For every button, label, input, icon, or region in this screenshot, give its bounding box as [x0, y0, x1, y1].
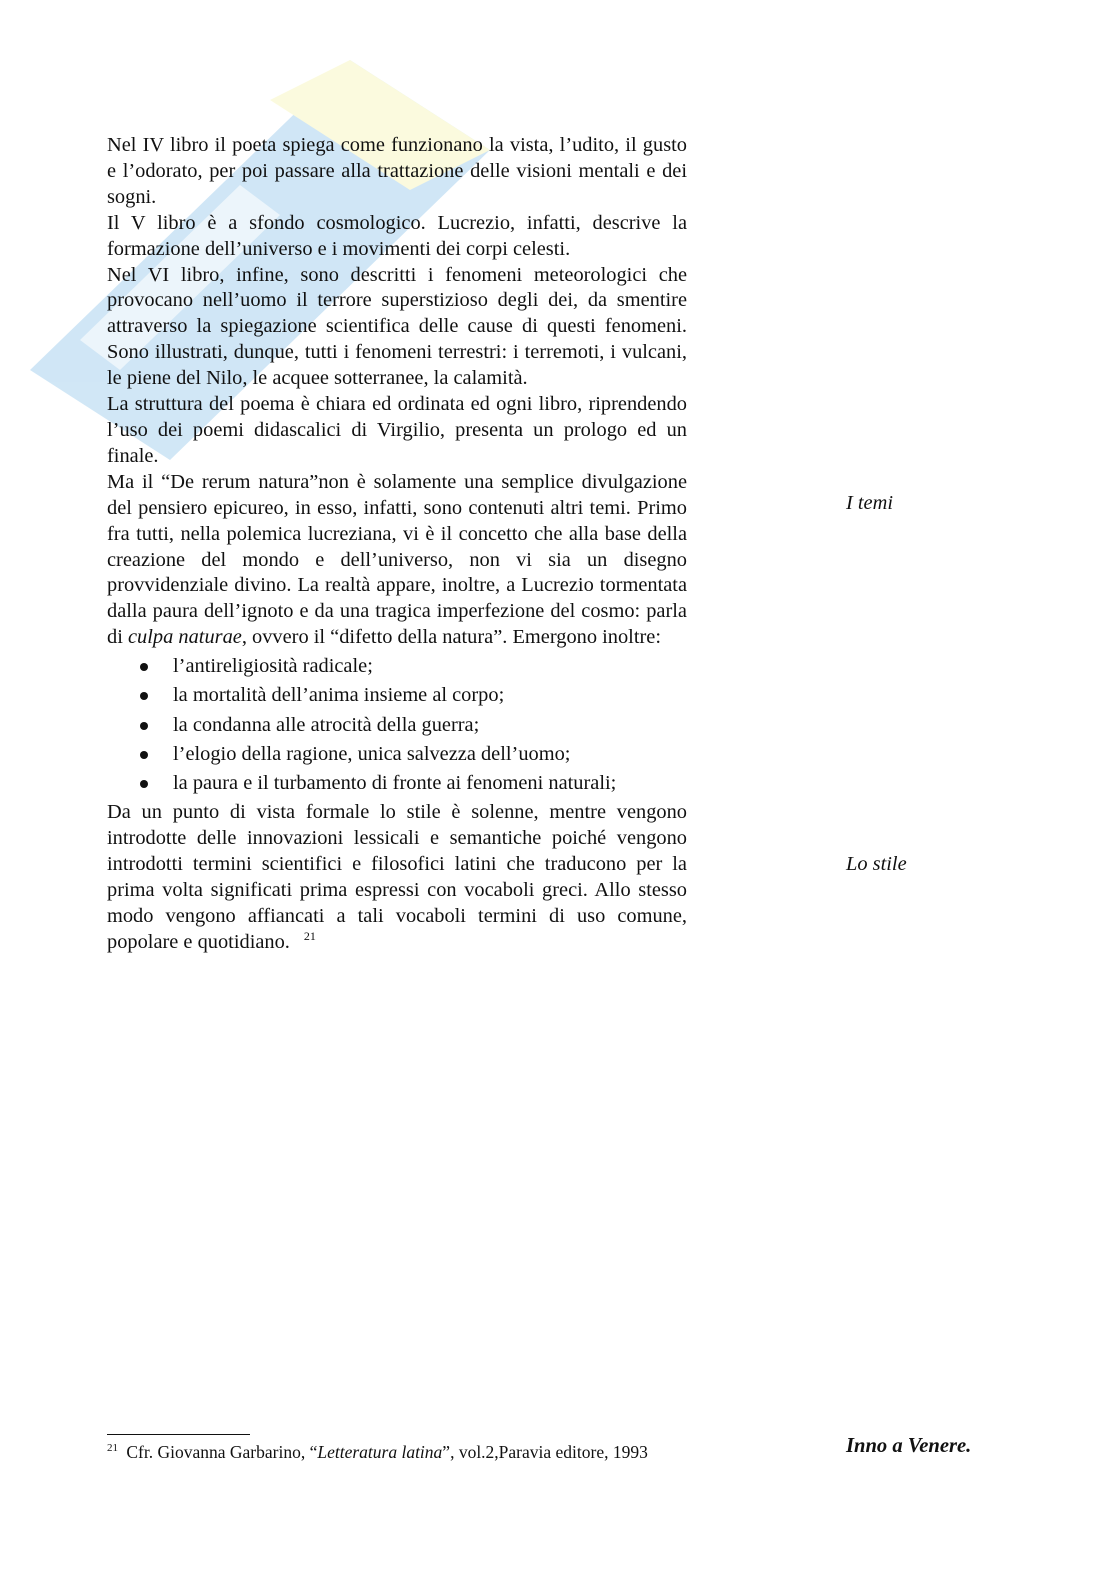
temi-text-end: , ovvero il “difetto della natura”. Emergono inoltre: — [241, 626, 662, 649]
paragraph-libro-vi: Nel VI libro, infine, sono descritti i fenomeni meteorologici che provocano nell’uomo il terrore superstizioso degli dei, da smentire attraverso la spiegazione scientifica delle cause di questi fenomeni. Sono illustrati, dunque, tutti i fenomeni terrestri: i terremoti, i vulcani, le piene del Nilo, le acquee sotterranee, la calamità. — [107, 263, 687, 390]
list-item — [107, 711, 687, 740]
paragraph-libro-v: Il V libro è a sfondo cosmologico. Lucrezio, infatti, descrive la formazione dell’universo e i movimenti dei corpi celesti. — [107, 211, 687, 260]
paragraph-temi — [107, 470, 687, 651]
footnote-reference[interactable]: 21 — [303, 928, 316, 943]
main-text-column — [107, 133, 687, 956]
list-item-text: l’elogio della ragione, unica salvezza dell’uomo; — [173, 742, 571, 765]
list-item-text: l’antireligiosità radicale; — [173, 655, 373, 678]
list-item — [107, 769, 687, 798]
list-item — [107, 652, 687, 681]
paragraph-stile — [107, 800, 687, 955]
footnote — [107, 1441, 648, 1463]
footnote-prefix: Cfr. Giovanna Garbarino, “ — [122, 1442, 318, 1462]
paragraph-libro-iv: Nel IV libro il poeta spiega come funzionano la vista, l’udito, il gusto e l’odorato, per poi passare alla trattazione delle visioni mentali e dei sogni. — [107, 134, 687, 208]
temi-text-start: Ma il “De rerum natura”non è solamente una semplice divulgazione del pensiero epicureo, in esso, infatti, sono contenuti altri temi. Primo fra tutti, nella polemica lucreziana, vi è il concetto che alla base della creazione del mondo e dell’universo, non vi sia un disegno provvidenziale divino. La realtà appare, inoltre, a Lucrezio tormentata dalla paura dell’ignoto e da una tragica imperfezione del cosmo: parla di — [107, 470, 687, 649]
footnote-suffix: ”, vol.2,Paravia editore, 1993 — [442, 1442, 648, 1462]
bullet-icon — [140, 692, 148, 700]
bullet-icon — [140, 751, 148, 759]
list-item-text: la condanna alle atrocità della guerra; — [173, 713, 480, 736]
culpa-naturae-italic: culpa naturae — [127, 626, 242, 649]
bullet-icon — [140, 663, 148, 671]
footnote-book-title: Letteratura latina — [317, 1442, 443, 1462]
paragraph-struttura: La struttura del poema è chiara ed ordinata ed ogni libro, riprendendo l’uso dei poemi didascalici di Virgilio, presenta un prologo ed un finale. — [107, 393, 687, 467]
list-item-text: la mortalità dell’anima insieme al corpo; — [173, 684, 505, 707]
bullet-icon — [140, 780, 148, 788]
temi-bullet-list — [107, 652, 687, 798]
margin-note-temi: I temi — [846, 492, 893, 514]
list-item — [107, 681, 687, 710]
margin-note-stile: Lo stile — [846, 853, 907, 875]
margin-note-inno: Inno a Venere. — [846, 1435, 972, 1457]
footnote-divider — [107, 1434, 250, 1435]
bullet-icon — [140, 722, 148, 730]
stile-text: Da un punto di vista formale lo stile è solenne, mentre vengono introdotte delle innovazioni lessicali e semantiche poiché vengono introdotti termini scientifici e filosofici latini che traducono per la prima volta significati prima espressi con vocaboli greci. Allo stesso modo vengono affiancati a tali vocaboli termini di uso comune, popolare e quotidiano. — [107, 801, 687, 953]
list-item-text: la paura e il turbamento di fronte ai fenomeni naturali; — [173, 771, 617, 794]
list-item — [107, 740, 687, 769]
footnote-number: 21 — [107, 1442, 118, 1455]
